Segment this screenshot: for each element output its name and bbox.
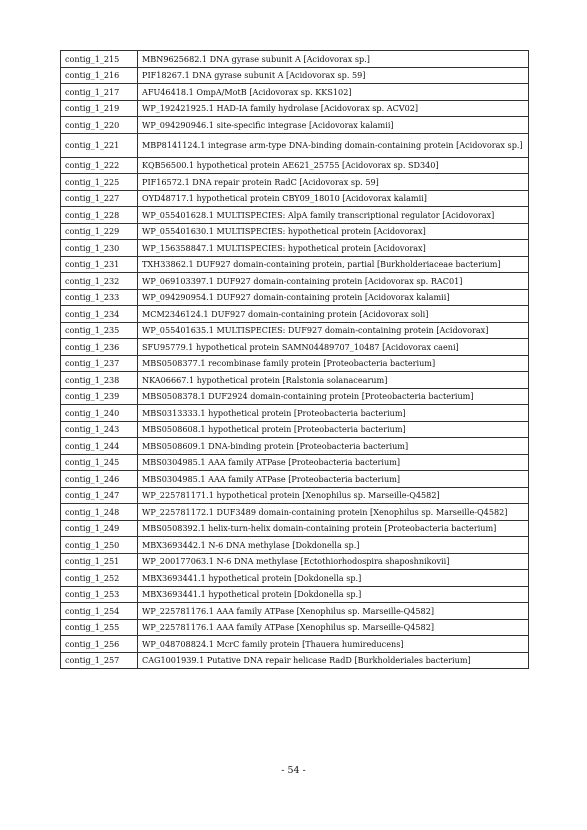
table-row — [61, 636, 529, 653]
annotation-table-body — [61, 51, 529, 669]
table-row — [61, 388, 529, 405]
table-row — [61, 100, 529, 117]
contig-id-cell: contig_1_240 — [61, 405, 138, 422]
table-row — [61, 421, 529, 438]
protein-description-cell: SFU95779.1 hypothetical protein SAMN04489707_10487 [Acidovorax caeni] — [138, 339, 529, 356]
contig-id-cell: contig_1_239 — [61, 388, 138, 405]
table-row — [61, 207, 529, 224]
protein-description-cell: WP_094290954.1 DUF927 domain-containing protein [Acidovorax kalamii] — [138, 289, 529, 306]
contig-id-cell: contig_1_237 — [61, 355, 138, 372]
contig-id-cell: contig_1_249 — [61, 520, 138, 537]
protein-description-cell: WP_055401635.1 MULTISPECIES: DUF927 domain-containing protein [Acidovorax] — [138, 322, 529, 339]
contig-id-cell: contig_1_221 — [61, 133, 138, 157]
protein-description-cell: MBN9625682.1 DNA gyrase subunit A [Acidovorax sp.] — [138, 51, 529, 68]
contig-id-cell: contig_1_227 — [61, 190, 138, 207]
protein-description-cell: MBP8141124.1 integrase arm-type DNA-binding domain-containing protein [Acidovorax sp.] — [138, 133, 529, 157]
table-row — [61, 553, 529, 570]
protein-description-cell: WP_225781172.1 DUF3489 domain-containing protein [Xenophilus sp. Marseille-Q4582] — [138, 504, 529, 521]
contig-id-cell: contig_1_230 — [61, 240, 138, 257]
contig-id-cell: contig_1_254 — [61, 603, 138, 620]
table-row — [61, 586, 529, 603]
contig-id-cell: contig_1_252 — [61, 570, 138, 587]
protein-description-cell: AFU46418.1 OmpA/MotB [Acidovorax sp. KKS102] — [138, 84, 529, 101]
table-row — [61, 67, 529, 84]
table-row — [61, 438, 529, 455]
contig-id-cell: contig_1_220 — [61, 117, 138, 134]
protein-description-cell: WP_192421925.1 HAD-IA family hydrolase [Acidovorax sp. ACV02] — [138, 100, 529, 117]
table-row — [61, 322, 529, 339]
protein-description-cell: OYD48717.1 hypothetical protein CBY09_18010 [Acidovorax kalamii] — [138, 190, 529, 207]
protein-description-cell: WP_094290946.1 site-specific integrase [Acidovorax kalamii] — [138, 117, 529, 134]
protein-description-cell: WP_225781176.1 AAA family ATPase [Xenophilus sp. Marseille-Q4582] — [138, 619, 529, 636]
table-row — [61, 537, 529, 554]
contig-id-cell: contig_1_236 — [61, 339, 138, 356]
contig-id-cell: contig_1_255 — [61, 619, 138, 636]
table-row — [61, 174, 529, 191]
protein-description-cell: PIF18267.1 DNA gyrase subunit A [Acidovorax sp. 59] — [138, 67, 529, 84]
protein-description-cell: MBS0508608.1 hypothetical protein [Proteobacteria bacterium] — [138, 421, 529, 438]
protein-description-cell: MBS0313333.1 hypothetical protein [Proteobacteria bacterium] — [138, 405, 529, 422]
table-row — [61, 157, 529, 174]
table-row — [61, 51, 529, 68]
contig-id-cell: contig_1_217 — [61, 84, 138, 101]
annotation-table — [60, 50, 529, 669]
contig-id-cell: contig_1_225 — [61, 174, 138, 191]
protein-description-cell: CAG1001939.1 Putative DNA repair helicase RadD [Burkholderiales bacterium] — [138, 652, 529, 669]
protein-description-cell: PIF16572.1 DNA repair protein RadC [Acidovorax sp. 59] — [138, 174, 529, 191]
protein-description-cell: WP_200177063.1 N-6 DNA methylase [Ectothiorhodospira shaposhnikovii] — [138, 553, 529, 570]
table-row — [61, 306, 529, 323]
protein-description-cell: WP_156358847.1 MULTISPECIES: hypothetical protein [Acidovorax] — [138, 240, 529, 257]
contig-id-cell: contig_1_229 — [61, 223, 138, 240]
table-row — [61, 117, 529, 134]
contig-id-cell: contig_1_250 — [61, 537, 138, 554]
contig-id-cell: contig_1_246 — [61, 471, 138, 488]
page-number: - 54 - — [281, 765, 306, 776]
contig-id-cell: contig_1_234 — [61, 306, 138, 323]
protein-description-cell: MBX3693441.1 hypothetical protein [Dokdonella sp.] — [138, 570, 529, 587]
table-row — [61, 603, 529, 620]
contig-id-cell: contig_1_243 — [61, 421, 138, 438]
contig-id-cell: contig_1_248 — [61, 504, 138, 521]
table-row — [61, 487, 529, 504]
table-row — [61, 339, 529, 356]
protein-description-cell: MBS0304985.1 AAA family ATPase [Proteobacteria bacterium] — [138, 454, 529, 471]
table-row — [61, 84, 529, 101]
protein-description-cell: WP_069103397.1 DUF927 domain-containing protein [Acidovorax sp. RAC01] — [138, 273, 529, 290]
contig-id-cell: contig_1_231 — [61, 256, 138, 273]
contig-id-cell: contig_1_222 — [61, 157, 138, 174]
protein-description-cell: WP_055401630.1 MULTISPECIES: hypothetical protein [Acidovorax] — [138, 223, 529, 240]
contig-id-cell: contig_1_228 — [61, 207, 138, 224]
protein-description-cell: MBX3693441.1 hypothetical protein [Dokdonella sp.] — [138, 586, 529, 603]
table-row — [61, 223, 529, 240]
contig-id-cell: contig_1_216 — [61, 67, 138, 84]
contig-id-cell: contig_1_247 — [61, 487, 138, 504]
table-row — [61, 133, 529, 157]
protein-description-cell: MBS0508609.1 DNA-binding protein [Proteobacteria bacterium] — [138, 438, 529, 455]
table-row — [61, 355, 529, 372]
table-row — [61, 570, 529, 587]
table-row — [61, 471, 529, 488]
table-row — [61, 256, 529, 273]
protein-description-cell: TXH33862.1 DUF927 domain-containing protein, partial [Burkholderiaceae bacterium] — [138, 256, 529, 273]
protein-description-cell: WP_225781171.1 hypothetical protein [Xenophilus sp. Marseille-Q4582] — [138, 487, 529, 504]
protein-description-cell: KQB56500.1 hypothetical protein AE621_25755 [Acidovorax sp. SD340] — [138, 157, 529, 174]
contig-id-cell: contig_1_257 — [61, 652, 138, 669]
contig-id-cell: contig_1_251 — [61, 553, 138, 570]
contig-id-cell: contig_1_256 — [61, 636, 138, 653]
table-row — [61, 504, 529, 521]
contig-id-cell: contig_1_232 — [61, 273, 138, 290]
protein-description-cell: MBS0508378.1 DUF2924 domain-containing protein [Proteobacteria bacterium] — [138, 388, 529, 405]
protein-description-cell: MBS0508392.1 helix-turn-helix domain-containing protein [Proteobacteria bacterium] — [138, 520, 529, 537]
protein-description-cell: MBX3693442.1 N-6 DNA methylase [Dokdonella sp.] — [138, 537, 529, 554]
protein-description-cell: WP_225781176.1 AAA family ATPase [Xenophilus sp. Marseille-Q4582] — [138, 603, 529, 620]
contig-id-cell: contig_1_235 — [61, 322, 138, 339]
contig-id-cell: contig_1_219 — [61, 100, 138, 117]
table-row — [61, 405, 529, 422]
table-row — [61, 372, 529, 389]
protein-description-cell: WP_055401628.1 MULTISPECIES: AlpA family transcriptional regulator [Acidovorax] — [138, 207, 529, 224]
table-row — [61, 273, 529, 290]
table-row — [61, 240, 529, 257]
contig-id-cell: contig_1_253 — [61, 586, 138, 603]
table-row — [61, 289, 529, 306]
table-row — [61, 619, 529, 636]
protein-description-cell: MCM2346124.1 DUF927 domain-containing protein [Acidovorax soli] — [138, 306, 529, 323]
contig-id-cell: contig_1_238 — [61, 372, 138, 389]
contig-id-cell: contig_1_244 — [61, 438, 138, 455]
table-row — [61, 454, 529, 471]
protein-description-cell: WP_048708824.1 McrC family protein [Thauera humireducens] — [138, 636, 529, 653]
protein-description-cell: MBS0304985.1 AAA family ATPase [Proteobacteria bacterium] — [138, 471, 529, 488]
contig-id-cell: contig_1_215 — [61, 51, 138, 68]
protein-description-cell: NKA06667.1 hypothetical protein [Ralstonia solanacearum] — [138, 372, 529, 389]
table-row — [61, 652, 529, 669]
protein-description-cell: MBS0508377.1 recombinase family protein [Proteobacteria bacterium] — [138, 355, 529, 372]
contig-id-cell: contig_1_233 — [61, 289, 138, 306]
contig-id-cell: contig_1_245 — [61, 454, 138, 471]
table-row — [61, 520, 529, 537]
table-row — [61, 190, 529, 207]
